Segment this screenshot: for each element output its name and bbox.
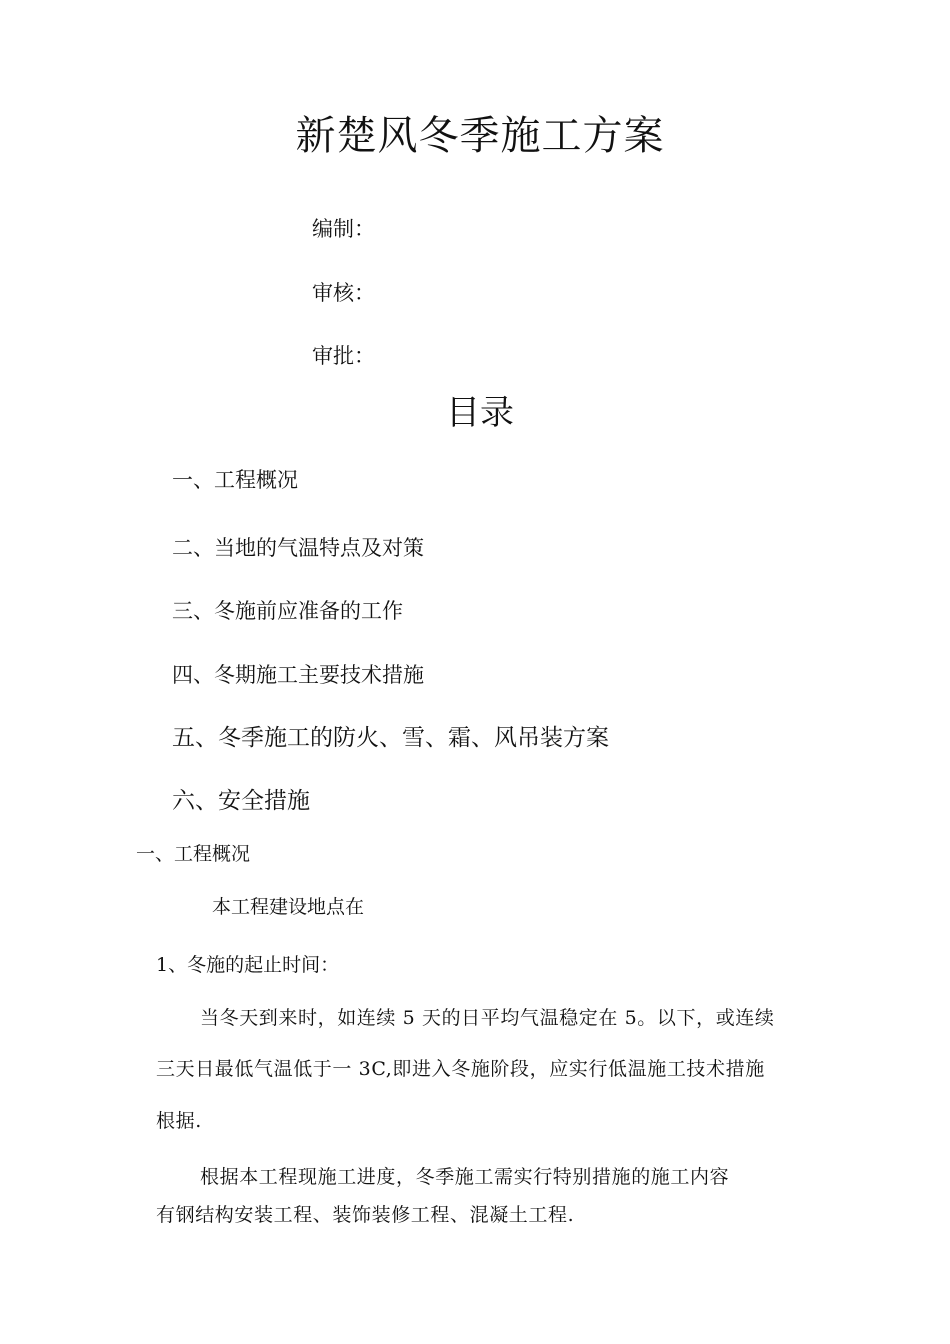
toc-item: 三、冬施前应准备的工作 [172,599,403,623]
subsection-heading: 1、冬施的起止时间： [156,954,340,976]
toc-item: 五、冬季施工的防火、雪、霜、风吊装方案 [172,725,609,751]
toc-item: 一、工程概况 [172,468,298,492]
paragraph-line: 三天日最低气温低于一 3C,即进入冬施阶段，应实行低温施工技术措施 [156,1058,765,1080]
paragraph-line: 有钢结构安装工程、装饰装修工程、混凝土工程. [156,1204,575,1226]
signoff-reviewed: 审核： [312,281,375,305]
section-intro: 本工程建设地点在 [212,896,365,918]
toc-item: 二、当地的气温特点及对策 [172,536,424,560]
section-heading: 一、工程概况 [136,843,251,865]
paragraph-line: 根据. [156,1110,202,1132]
toc-item: 六、安全措施 [172,788,310,814]
signoff-approved: 审批： [312,344,375,368]
paragraph-line: 当冬天到来时，如连续 5 天的日平均气温稳定在 5。以下，或连续 [200,1007,775,1029]
paragraph-line: 根据本工程现施工进度，冬季施工需实行特别措施的施工内容 [200,1166,730,1188]
document-title: 新楚风冬季施工方案 [295,113,665,159]
toc-item: 四、冬期施工主要技术措施 [172,663,424,687]
toc-title: 目录 [446,393,514,433]
signoff-compiled: 编制： [312,217,375,241]
